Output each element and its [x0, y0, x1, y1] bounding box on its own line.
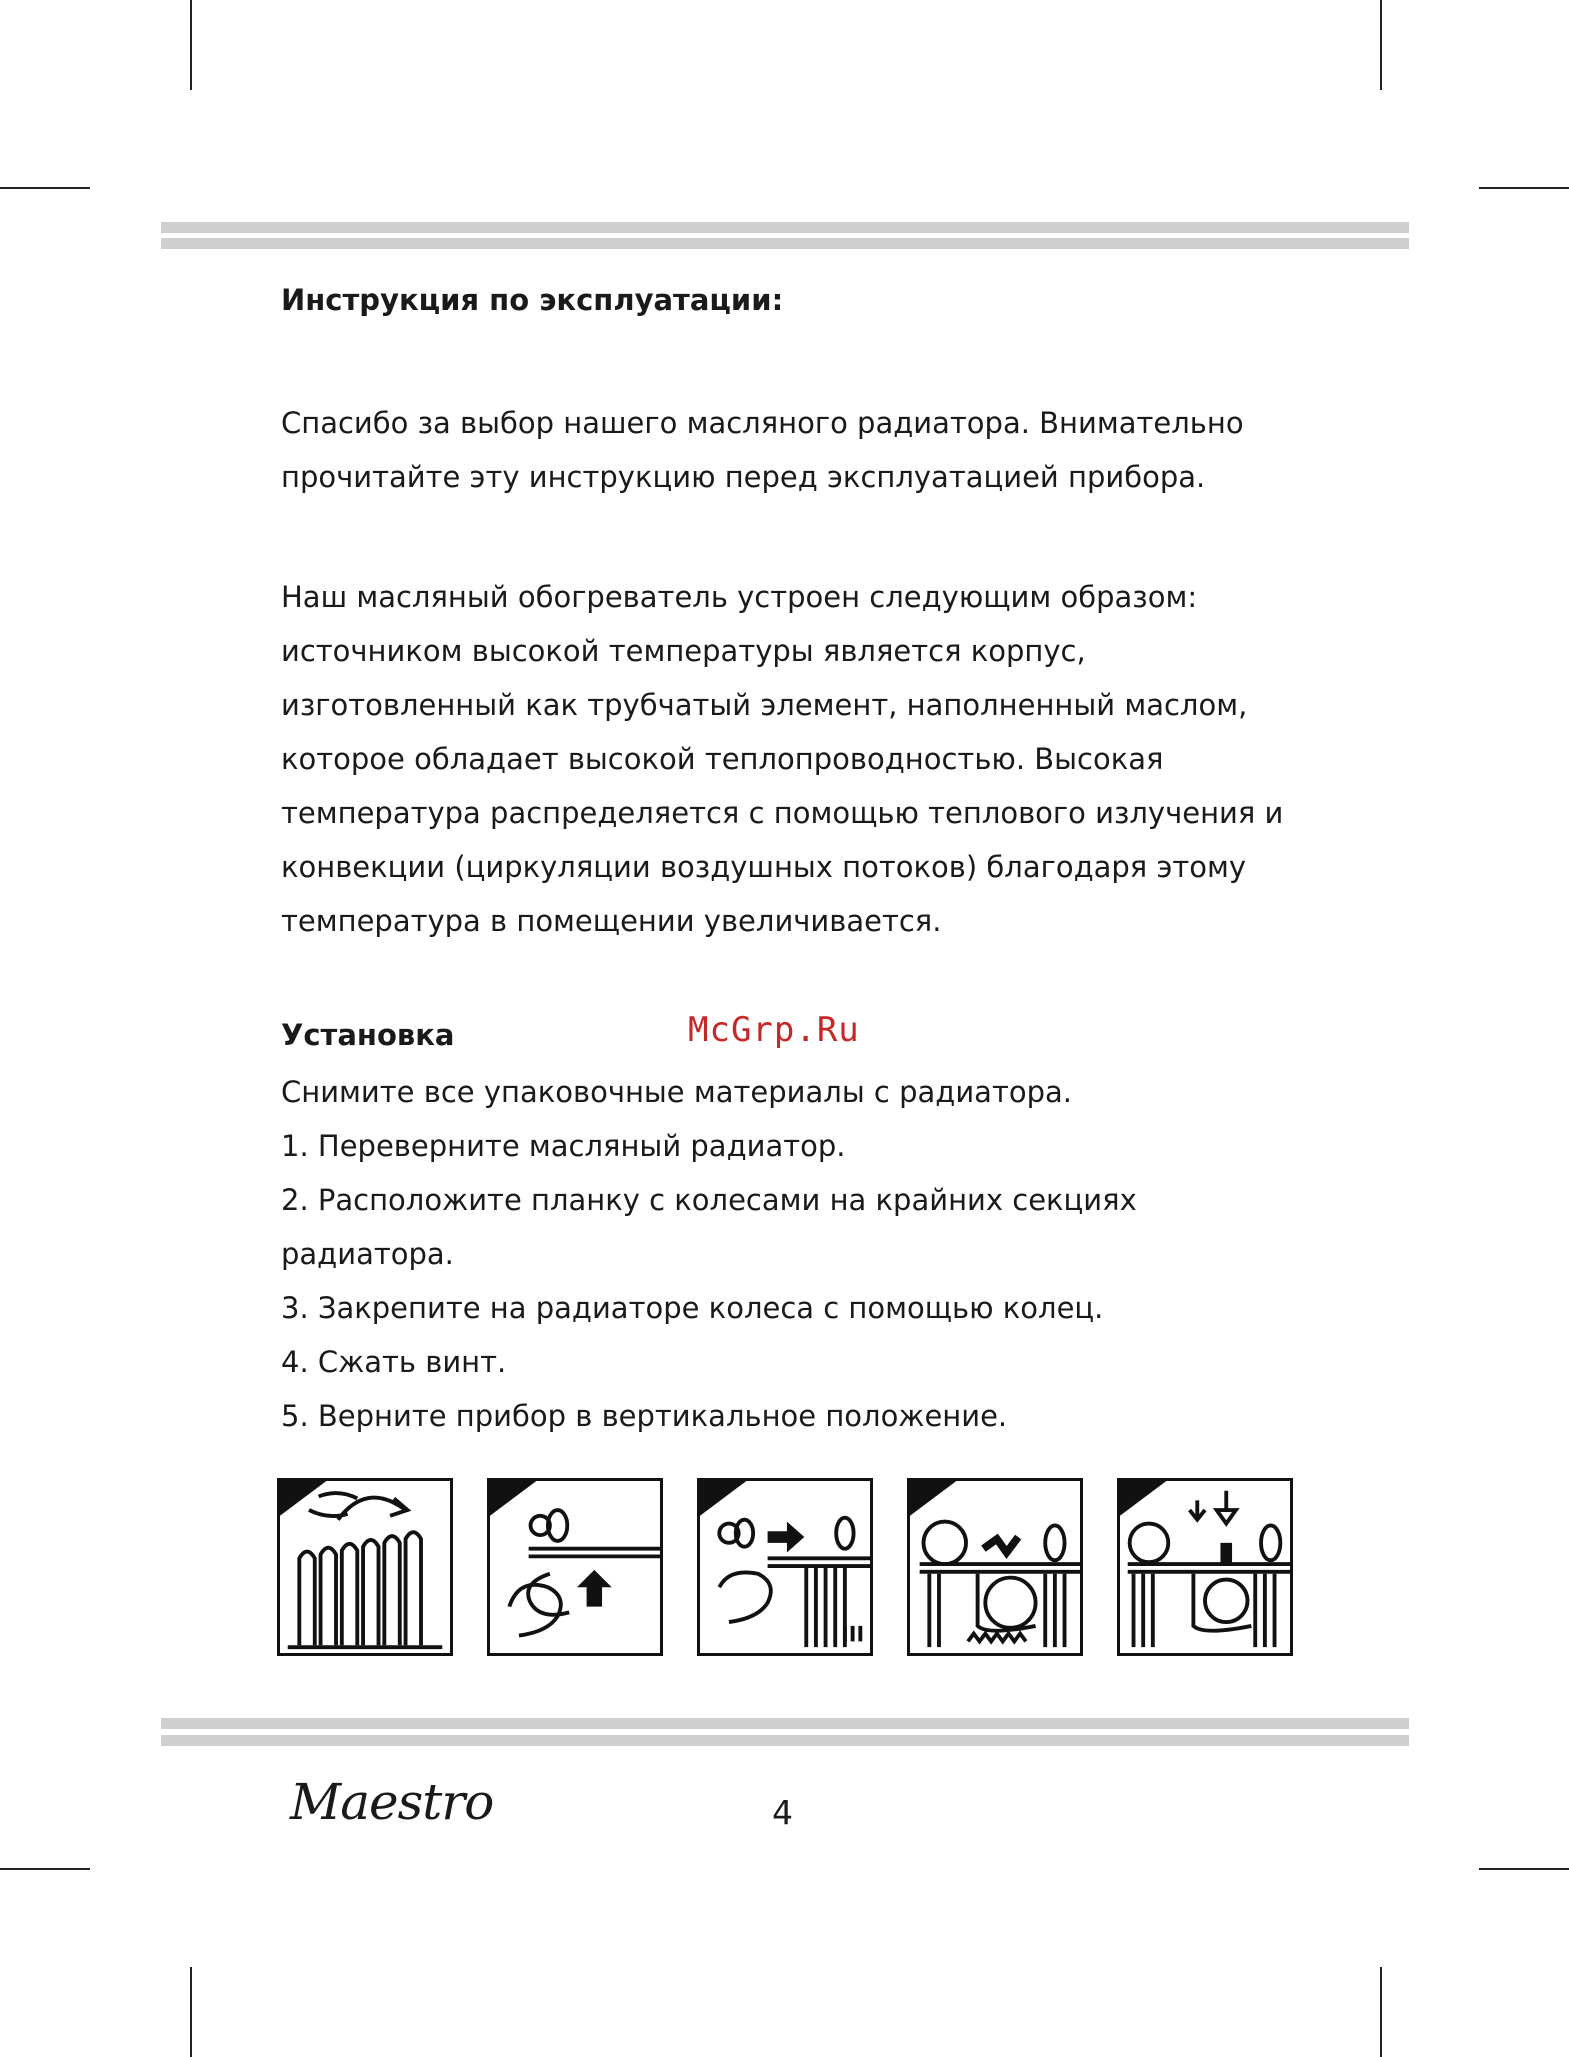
brand-logo: Maestro: [290, 1773, 494, 1831]
install-line: 3. Закрепите на радиаторе колеса с помощью колец.: [281, 1291, 1104, 1325]
header-band: [161, 222, 1409, 233]
description-line: Наш масляный обогреватель устроен следующим образом:: [281, 580, 1198, 614]
crop-mark: [1479, 187, 1569, 189]
install-line: 5. Верните прибор в вертикальное положение.: [281, 1399, 1008, 1433]
crop-mark: [190, 0, 192, 90]
description-line: температура распределяется с помощью теплового излучения и: [281, 796, 1284, 830]
wheel-bracket-icon: [487, 1478, 663, 1656]
watermark: McGrp.Ru: [688, 1010, 860, 1050]
screw-tighten-icon: [1117, 1478, 1293, 1656]
crop-mark: [1479, 1868, 1569, 1870]
footer-band: [161, 1735, 1409, 1746]
install-steps: [281, 1065, 1137, 1443]
install-heading: Установка: [281, 1018, 455, 1052]
install-line: радиатора.: [281, 1237, 454, 1271]
crop-mark: [1380, 0, 1382, 90]
description-paragraph: [281, 570, 1341, 948]
install-line: Снимите все упаковочные материалы с радиатора.: [281, 1075, 1072, 1109]
crop-mark: [0, 1868, 90, 1870]
description-line: источником высокой температуры является корпус,: [281, 634, 1086, 668]
crop-mark: [190, 1967, 192, 2057]
radiator-flip-icon: [277, 1478, 453, 1656]
installation-figures: [277, 1478, 1297, 1658]
header-band: [161, 238, 1409, 249]
description-line: изготовленный как трубчатый элемент, наполненный маслом,: [281, 688, 1248, 722]
install-line: 2. Расположите планку с колесами на крайних секциях: [281, 1183, 1137, 1217]
page-number: 4: [772, 1793, 793, 1832]
intro-paragraph: [281, 396, 1341, 504]
install-line: 1. Переверните масляный радиатор.: [281, 1129, 846, 1163]
description-line: которое обладает высокой теплопроводностью. Высокая: [281, 742, 1164, 776]
footer-band: [161, 1718, 1409, 1729]
page-title: Инструкция по эксплуатации:: [281, 283, 784, 317]
wheel-attach-icon: [697, 1478, 873, 1656]
crop-mark: [0, 187, 90, 189]
wheel-ring-icon: [907, 1478, 1083, 1656]
description-line: температура в помещении увеличивается.: [281, 904, 942, 938]
crop-mark: [1380, 1967, 1382, 2057]
intro-line: Спасибо за выбор нашего масляного радиатора. Внимательно: [281, 406, 1244, 440]
intro-line: прочитайте эту инструкцию перед эксплуатацией прибора.: [281, 460, 1206, 494]
description-line: конвекции (циркуляции воздушных потоков) благодаря этому: [281, 850, 1247, 884]
install-line: 4. Сжать винт.: [281, 1345, 507, 1379]
